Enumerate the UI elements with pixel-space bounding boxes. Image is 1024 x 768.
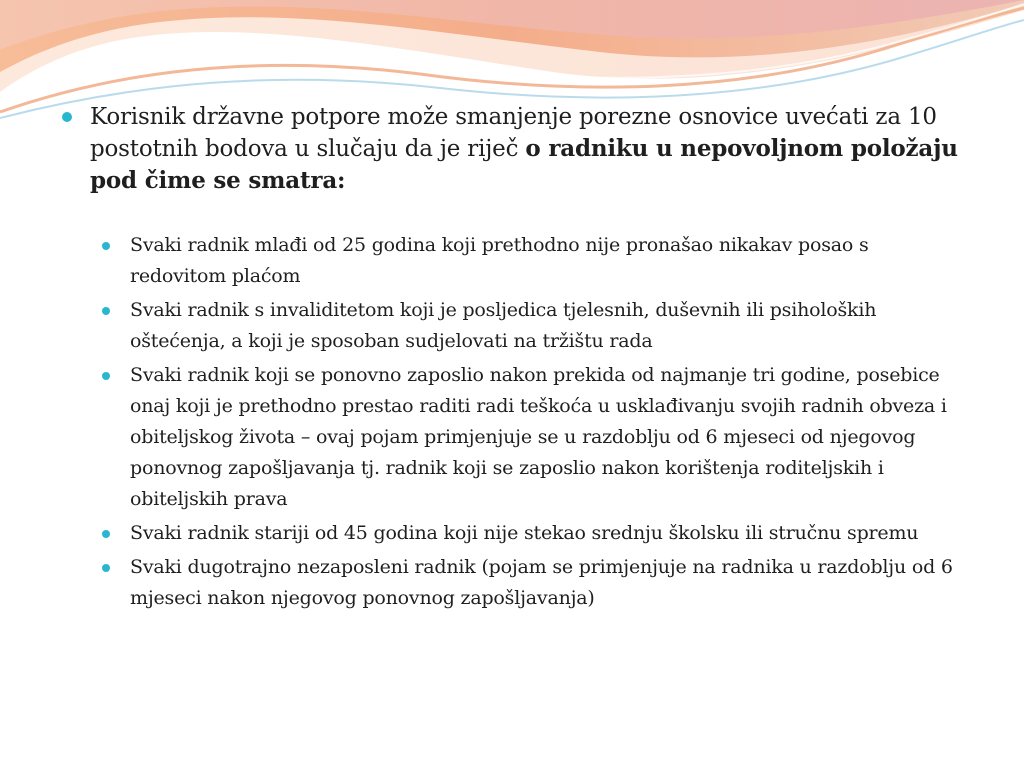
bullet-dot-icon — [102, 530, 110, 538]
list-item — [102, 518, 962, 549]
list-item — [102, 360, 962, 515]
list-item — [102, 230, 962, 292]
list-item-text: Svaki dugotrajno nezaposleni radnik (pojam se primjenjuje na radnika u razdoblju od 6 mjeseci nakon njegovog ponovnog zapošljavanja) — [130, 556, 953, 609]
main-bullet-text: Korisnik državne potpore može smanjenje porezne osnovice uvećati za 10 postotnih bodova u slučaju da je riječ — [90, 104, 937, 162]
main-bullet-bold-text: o radniku u nepovoljnom položaju pod čime se smatra: — [90, 135, 958, 194]
main-bullet-item — [62, 102, 962, 197]
list-item — [102, 552, 962, 614]
list-item-text: Svaki radnik stariji od 45 godina koji nije stekao srednju školsku ili stručnu spremu — [130, 522, 919, 544]
bullet-dot-icon — [102, 307, 110, 315]
list-item-text: Svaki radnik mlađi od 25 godina koji prethodno nije pronašao nikakav posao s redovitom plaćom — [130, 234, 869, 287]
bullet-dot-icon — [102, 564, 110, 572]
bullet-dot-icon — [102, 372, 110, 380]
list-item-text: Svaki radnik koji se ponovno zaposlio nakon prekida od najmanje tri godine, posebice onaj koji je prethodno prestao raditi radi teškoća u usklađivanju svojih radnih obveza i obiteljskog života – ovaj pojam primjenjuje se u razdoblju od 6 mjeseci od njegovog ponovnog zapošljavanja tj. radnik koji se zaposlio nakon korištenja roditeljskih i obiteljskih prava — [130, 364, 947, 510]
list-item — [102, 295, 962, 357]
bullet-dot-icon — [102, 242, 110, 250]
list-item-text: Svaki radnik s invaliditetom koji je posljedica tjelesnih, duševnih ili psiholoških oštećenja, a koji je sposoban sudjelovati na tržištu rada — [130, 299, 877, 352]
bullet-dot-icon — [62, 112, 72, 122]
slide-content — [62, 102, 962, 617]
sub-bullet-list — [62, 230, 962, 614]
